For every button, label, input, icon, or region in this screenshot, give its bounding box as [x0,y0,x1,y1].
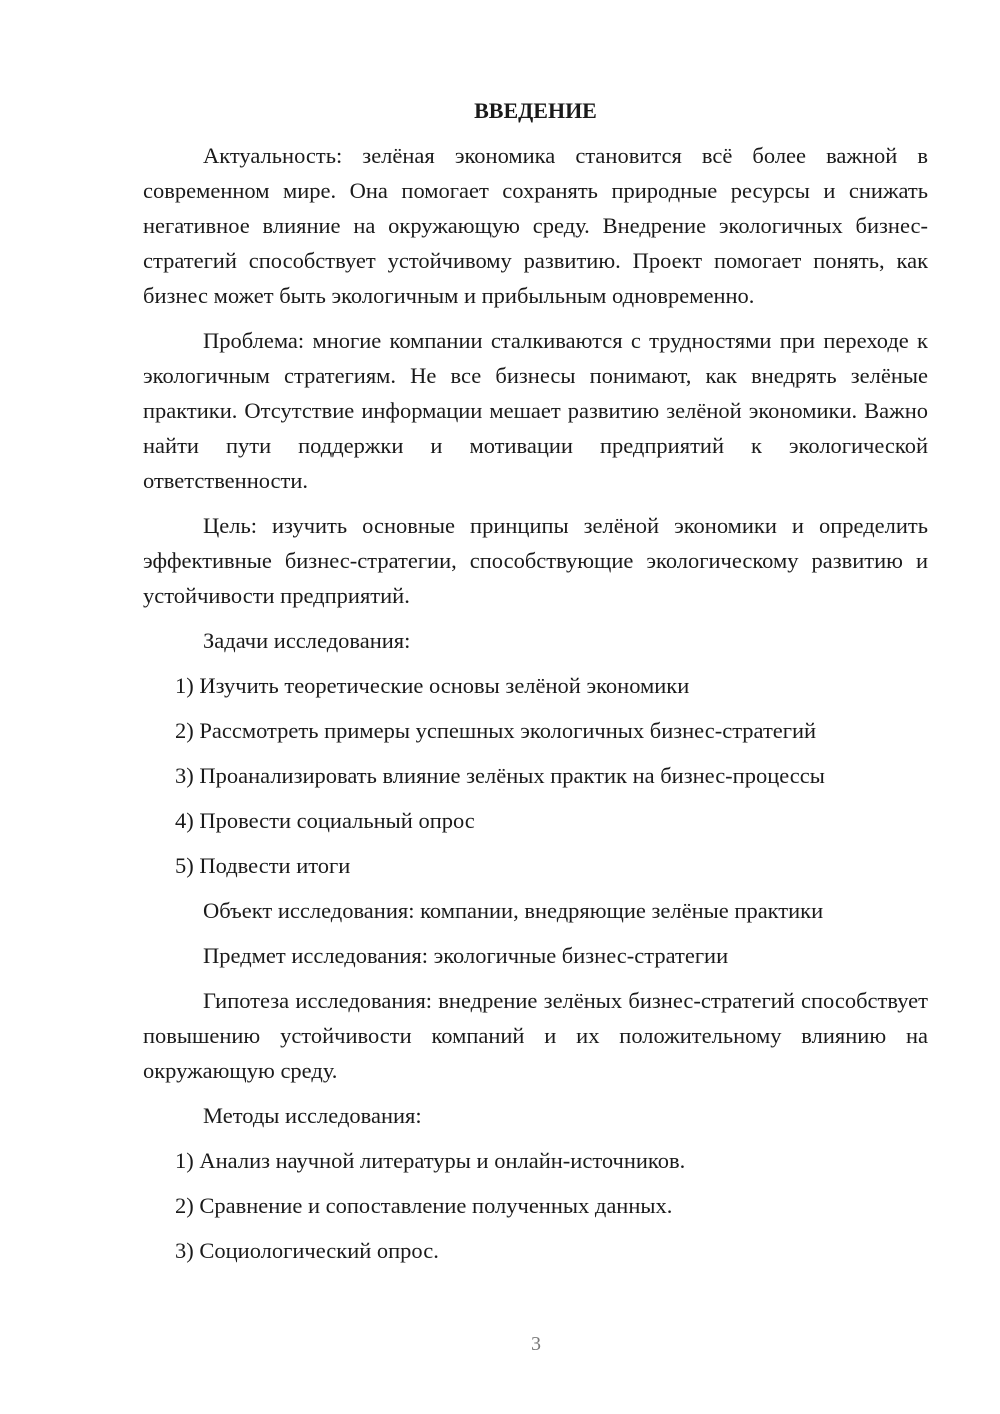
task-item: 1) Изучить теоретические основы зелёной экономики [175,673,690,698]
method-item: 3) Социологический опрос. [175,1238,439,1263]
tasks-heading: Задачи исследования: [203,628,411,653]
method-item: 2) Сравнение и сопоставление полученных данных. [175,1193,673,1218]
goal-paragraph: Цель: изучить основные принципы зелёной экономики и определить эффективные бизнес-стратегии, способствующие экологическому развитию и устойчивости предприятий. [143,513,928,608]
relevance-paragraph: Актуальность: зелёная экономика становится всё более важной в современном мире. Она помогает сохранять природные ресурсы и снижать негативное влияние на окружающую среду. Внедрение экологичных бизнес-стратегий способствует устойчивому развитию. Проект помогает понять, как бизнес может быть экологичным и прибыльным одновременно. [143,143,928,308]
hypothesis-paragraph: Гипотеза исследования: внедрение зелёных бизнес-стратегий способствует повышению устойчивости компаний и их положительному влиянию на окружающую среду. [143,988,928,1083]
method-item: 1) Анализ научной литературы и онлайн-источников. [175,1148,686,1173]
task-item: 4) Провести социальный опрос [175,808,475,833]
page-content [143,94,928,1278]
methods-heading: Методы исследования: [203,1103,422,1128]
problem-paragraph: Проблема: многие компании сталкиваются с трудностями при переходе к экологичным стратегиям. Не все бизнесы понимают, как внедрять зелёные практики. Отсутствие информации мешает развитию зелёной экономики. Важно найти пути поддержки и мотивации предприятий к экологической ответственности. [143,328,928,493]
task-item: 2) Рассмотреть примеры успешных экологичных бизнес-стратегий [175,718,817,743]
page-number: 3 [531,1333,541,1355]
object-line: Объект исследования: компании, внедряющие зелёные практики [203,898,824,923]
task-item: 3) Проанализировать влияние зелёных практик на бизнес-процессы [175,763,825,788]
task-item: 5) Подвести итоги [175,853,351,878]
subject-line: Предмет исследования: экологичные бизнес-стратегии [203,943,729,968]
section-title: ВВЕДЕНИЕ [474,98,597,123]
